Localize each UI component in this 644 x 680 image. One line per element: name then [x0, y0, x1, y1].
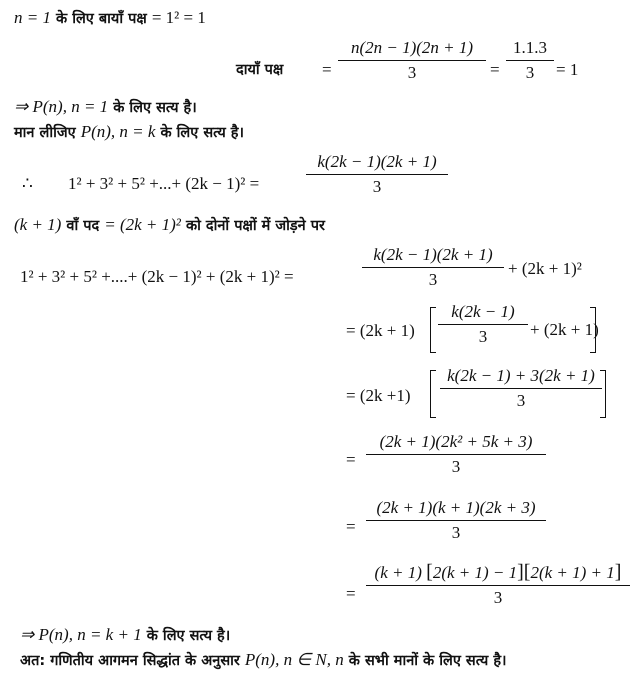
fraction-denominator: 3 [428, 270, 438, 289]
fraction-denominator: 3 [525, 63, 535, 82]
fraction-bar [366, 585, 630, 586]
math-text: P(n), n ∈ N, n [244, 650, 344, 669]
sum-lhs-extended: 1² + 3² + 5² +....+ (2k − 1)² + (2k + 1)² = [20, 267, 294, 286]
equals-sign: = [322, 60, 332, 79]
fraction-numerator: (2k + 1)(2k² + 5k + 3) [379, 432, 533, 451]
equals-sign: = [346, 584, 356, 603]
math-text: n = 1 [14, 8, 51, 27]
fraction-rhs [338, 38, 486, 83]
fraction-denominator: 3 [516, 391, 526, 410]
fraction-bar [506, 60, 554, 61]
line-6 [14, 215, 325, 236]
fraction-denominator: 3 [451, 457, 461, 476]
bracket-term-1: 2(k + 1) − 1 [432, 563, 518, 582]
fraction-factored [366, 498, 546, 543]
fraction-denominator: 3 [451, 523, 461, 542]
fraction-denominator: 3 [493, 588, 503, 607]
line-13 [20, 625, 230, 646]
hindi-text: के सभी मानों के लिए सत्य है। [343, 653, 507, 669]
fraction-expanded [366, 432, 546, 477]
math-text: + (2k + 1)² [508, 259, 582, 278]
fraction-numerator [366, 562, 630, 583]
math-text: = 1² = 1 [151, 8, 206, 27]
math-text: = (2k +1) [346, 386, 411, 405]
fraction-numerator: k(2k − 1) [451, 302, 515, 321]
right-bracket [590, 307, 596, 353]
fraction-bar [366, 520, 546, 521]
math-text: (k + 1) [14, 215, 62, 234]
math-text: = (2k + 1)² [104, 215, 181, 234]
fraction-value [506, 38, 554, 83]
math-text: = 1 [556, 60, 579, 79]
fraction-denominator: 3 [478, 327, 488, 346]
hindi-text: अत: गणितीय आगमन सिद्धांत के अनुसार [20, 653, 245, 669]
factor-k-plus-1: (k + 1) [374, 563, 422, 582]
math-text: ⇒ P(n), n = 1 [14, 97, 109, 116]
line-14 [20, 650, 507, 671]
right-bracket [600, 370, 606, 418]
hindi-text: के लिए सत्य है। [108, 100, 197, 116]
open-bracket: [ [426, 561, 433, 583]
fraction-term [440, 366, 602, 411]
therefore-symbol: ∴ [22, 174, 33, 193]
fraction-numerator: (2k + 1)(k + 1)(2k + 3) [376, 498, 536, 517]
fraction-sum [362, 245, 504, 290]
hindi-text: वाँ पद [61, 218, 105, 234]
hindi-text: के लिए बायाँ पक्ष [50, 11, 152, 27]
fraction-bar [440, 388, 602, 389]
equals-sign: = [346, 517, 356, 536]
fraction-bar [438, 324, 528, 325]
line-3 [14, 97, 197, 118]
fraction-denominator: 3 [407, 63, 417, 82]
fraction-sum [306, 152, 448, 197]
equals-sign: = [346, 450, 356, 469]
fraction-bar [366, 454, 546, 455]
close-bracket: ] [517, 561, 524, 583]
fraction-numerator: k(2k − 1)(2k + 1) [317, 152, 437, 171]
math-text: P(n), n = k [80, 122, 156, 141]
math-text: ⇒ P(n), n = k + 1 [20, 625, 142, 644]
line-1 [14, 8, 206, 29]
fraction-bar [338, 60, 486, 61]
close-bracket: ] [614, 561, 622, 583]
hindi-text: मान लीजिए [14, 125, 81, 141]
fraction-numerator: 1.1.3 [513, 38, 547, 57]
left-bracket [430, 307, 436, 353]
math-text: = (2k + 1) [346, 321, 415, 340]
fraction-numerator: k(2k − 1)(2k + 1) [373, 245, 493, 264]
sum-lhs: 1² + 3² + 5² +...+ (2k − 1)² = [68, 174, 260, 193]
hindi-text: के लिए सत्य है। [141, 628, 231, 644]
bracket-term-2: 2(k + 1) + 1 [530, 563, 615, 582]
left-bracket [430, 370, 436, 418]
fraction-numerator: n(2n − 1)(2n + 1) [350, 38, 474, 57]
line-4 [14, 122, 244, 143]
fraction-denominator: 3 [372, 177, 382, 196]
equals-sign: = [490, 60, 500, 79]
hindi-text: को दोनों पक्षों में जोड़ने पर [180, 218, 325, 234]
math-text: + (2k + 1) [530, 320, 599, 339]
fraction-bar [306, 174, 448, 175]
right-side-label: दायाँ पक्ष [236, 62, 284, 78]
open-bracket: [ [523, 561, 531, 583]
fraction-numerator: k(2k − 1) + 3(2k + 1) [447, 366, 595, 385]
fraction-bar [362, 267, 504, 268]
hindi-text: के लिए सत्य है। [155, 125, 244, 141]
fraction-term [438, 302, 528, 347]
fraction-final [366, 562, 630, 608]
